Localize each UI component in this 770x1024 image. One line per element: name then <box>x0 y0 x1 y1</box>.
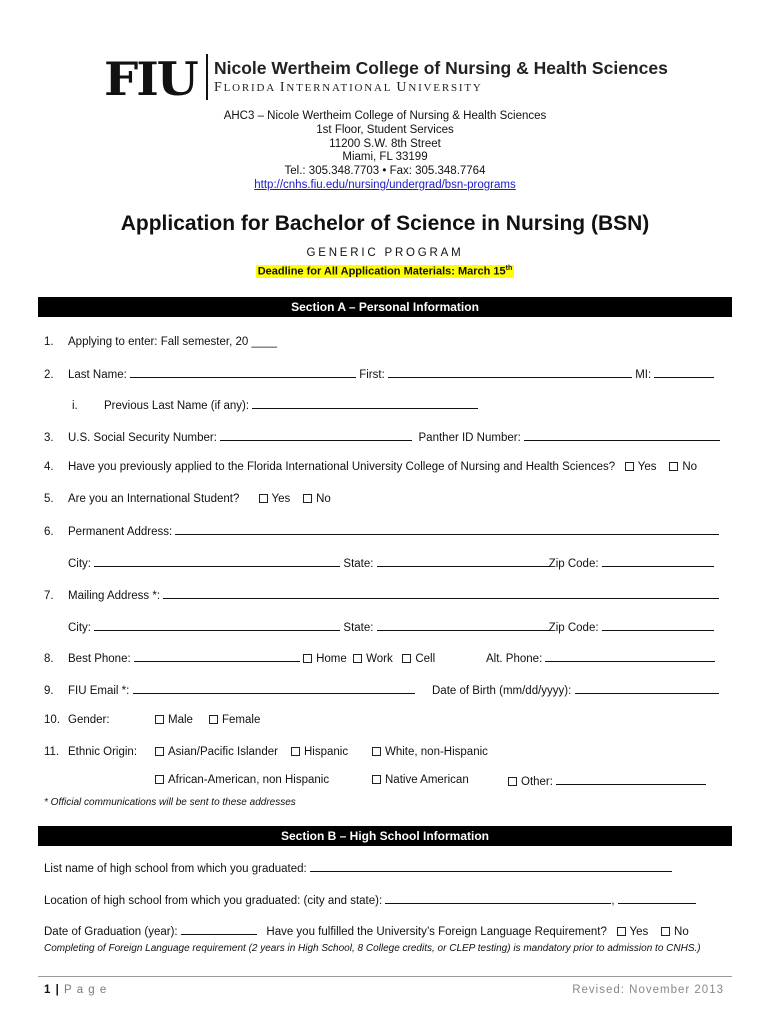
best-phone-field[interactable] <box>134 651 300 662</box>
q5-no-checkbox[interactable] <box>303 494 312 503</box>
panther-id-field[interactable] <box>524 430 720 441</box>
native-american-checkbox[interactable] <box>372 775 381 784</box>
university-name: FLORIDA INTERNATIONAL UNIVERSITY <box>214 80 483 95</box>
foreign-language-note: Completing of Foreign Language requirement (2 years in High School, 8 College credits, or CLEP testing) is mandatory prior to admission to CNHS.) <box>44 943 701 954</box>
native-american-option: Native American <box>372 774 469 786</box>
contact-address <box>0 110 770 193</box>
asian-option: Asian/Pacific Islander <box>155 746 278 758</box>
first-name-field[interactable] <box>388 367 632 378</box>
male-option: Male <box>155 714 193 726</box>
address-line: 11200 S.W. 8th Street <box>329 137 441 150</box>
work-checkbox[interactable] <box>353 654 362 663</box>
mailing-zip-field[interactable] <box>602 620 714 631</box>
foreign-lang-no-checkbox[interactable] <box>661 927 670 936</box>
alt-phone-field[interactable] <box>545 651 715 662</box>
female-option: Female <box>209 714 260 726</box>
official-communications-note: * Official communications will be sent to these addresses <box>44 797 296 808</box>
deadline-notice: Deadline for All Application Materials: March 15th <box>257 265 513 278</box>
hs-city-field[interactable] <box>385 893 611 904</box>
alt-phone: Alt. Phone: <box>486 651 715 665</box>
address-line: Miami, FL 33199 <box>342 151 428 164</box>
revised-date: Revised: November 2013 <box>572 984 724 996</box>
q5-international: 5. Are you an International Student? Yes No <box>44 493 331 505</box>
address-line: 1st Floor, Student Services <box>316 123 454 136</box>
fall-year-field[interactable]: ____ <box>251 336 278 348</box>
mailing-city-state-zip: City: State: Zip Code: <box>68 620 714 634</box>
phone-fax: Tel.: 305.348.7703 • Fax: 305.348.7764 <box>284 165 486 178</box>
q11-ethnic-origin: 11. Ethnic Origin: <box>44 746 138 758</box>
date-of-birth: Date of Birth (mm/dd/yyyy): <box>432 683 719 697</box>
q4-yes-checkbox[interactable] <box>625 462 634 471</box>
hs-name-row: List name of high school from which you graduated: <box>44 861 672 875</box>
fiu-email-field[interactable] <box>133 683 415 694</box>
mailing-city-field[interactable] <box>94 620 340 631</box>
q4-previously-applied: 4. Have you previously applied to the Florida International University College of Nursing and Health Sciences? Yes No <box>44 461 698 473</box>
section-a-header: Section A – Personal Information <box>38 297 732 317</box>
q5-yes-checkbox[interactable] <box>259 494 268 503</box>
dob-field[interactable] <box>575 683 719 694</box>
q1-applying-to-enter: 1. Applying to enter: Fall semester, 20 ____ <box>44 336 278 348</box>
q4-no-checkbox[interactable] <box>669 462 678 471</box>
program-link[interactable]: http://cnhs.fiu.edu/nursing/undergrad/bsn-programs <box>254 178 516 191</box>
grad-year-field[interactable] <box>181 924 257 935</box>
q2-name: 2. Last Name: First: MI: <box>44 367 714 381</box>
permanent-state-field[interactable] <box>377 556 549 567</box>
page-number: 1 | P a g e <box>44 984 108 996</box>
mailing-state-field[interactable] <box>377 620 549 631</box>
header <box>104 52 684 106</box>
q8-phone: 8. Best Phone: Home Work Cell <box>44 653 436 665</box>
address-line: AHC3 – Nicole Wertheim College of Nursing & Health Sciences <box>223 110 547 122</box>
asian-checkbox[interactable] <box>155 747 164 756</box>
cell-checkbox[interactable] <box>402 654 411 663</box>
previous-last-name-field[interactable] <box>252 398 478 409</box>
hispanic-checkbox[interactable] <box>291 747 300 756</box>
hispanic-option: Hispanic <box>291 746 348 758</box>
other-ethnicity-field[interactable] <box>556 774 706 785</box>
last-name-field[interactable] <box>130 367 356 378</box>
q3-ids: 3. U.S. Social Security Number: Panther ID Number: <box>44 430 720 444</box>
q9-email: 9. FIU Email *: <box>44 683 415 697</box>
logo-divider <box>206 54 208 100</box>
previous-last-name: i. Previous Last Name (if any): <box>72 398 478 412</box>
permanent-city-field[interactable] <box>94 556 340 567</box>
mailing-address-field[interactable] <box>163 588 719 599</box>
footer-divider <box>38 976 732 977</box>
hs-name-field[interactable] <box>310 861 672 872</box>
white-option: White, non-Hispanic <box>372 746 488 758</box>
african-american-option: African-American, non Hispanic <box>155 774 329 786</box>
page-subtitle: GENERIC PROGRAM <box>306 247 464 259</box>
hs-state-field[interactable] <box>618 893 696 904</box>
permanent-zip-field[interactable] <box>602 556 714 567</box>
other-option: Other: <box>508 774 706 788</box>
q10-gender: 10. Gender: <box>44 714 110 726</box>
mi-field[interactable] <box>654 367 714 378</box>
page-title: Application for Bachelor of Science in Nursing (BSN) <box>120 212 650 235</box>
african-american-checkbox[interactable] <box>155 775 164 784</box>
female-checkbox[interactable] <box>209 715 218 724</box>
grad-year-row: Date of Graduation (year): Have you fulfilled the University’s Foreign Language Requirement? Yes No <box>44 926 689 938</box>
college-name: Nicole Wertheim College of Nursing & Health Sciences <box>214 58 668 78</box>
hs-location-row: Location of high school from which you graduated: (city and state): , <box>44 893 696 907</box>
q6-permanent-address: 6. Permanent Address: <box>44 524 719 538</box>
other-checkbox[interactable] <box>508 777 517 786</box>
fiu-logo: FIU <box>104 52 197 106</box>
permanent-address-field[interactable] <box>175 524 719 535</box>
white-checkbox[interactable] <box>372 747 381 756</box>
foreign-lang-yes-checkbox[interactable] <box>617 927 626 936</box>
ssn-field[interactable] <box>220 430 412 441</box>
q7-mailing-address: 7. Mailing Address *: <box>44 588 719 602</box>
home-checkbox[interactable] <box>303 654 312 663</box>
permanent-city-state-zip: City: State: Zip Code: <box>68 556 714 570</box>
male-checkbox[interactable] <box>155 715 164 724</box>
section-b-header: Section B – High School Information <box>38 826 732 846</box>
